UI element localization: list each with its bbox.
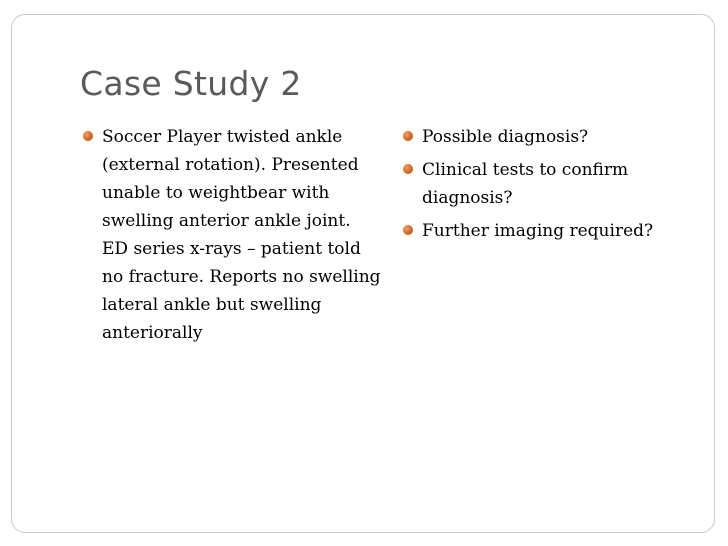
bullet-icon xyxy=(403,164,413,174)
bullet-text: Soccer Player twisted ankle (external rotation). Presented unable to weightbear with swelling anterior ankle joint. ED series x-rays – patient told no fracture. Reports no swelling lateral ankle but swelling anteriorally xyxy=(102,127,381,343)
bullet-item-further-imaging xyxy=(402,217,702,245)
bullet-text: Further imaging required? xyxy=(422,221,654,241)
bullet-icon xyxy=(403,225,413,235)
bullet-text: Clinical tests to confirm diagnosis? xyxy=(422,160,629,208)
left-bullet-list xyxy=(82,123,382,351)
bullet-item-clinical-tests xyxy=(402,156,702,212)
right-bullet-list xyxy=(402,123,702,250)
bullet-item-case-description xyxy=(82,123,382,347)
bullet-icon xyxy=(403,131,413,141)
bullet-icon xyxy=(83,131,93,141)
bullet-item-possible-diagnosis xyxy=(402,123,702,151)
slide-title: Case Study 2 xyxy=(80,64,302,103)
bullet-text: Possible diagnosis? xyxy=(422,127,589,147)
